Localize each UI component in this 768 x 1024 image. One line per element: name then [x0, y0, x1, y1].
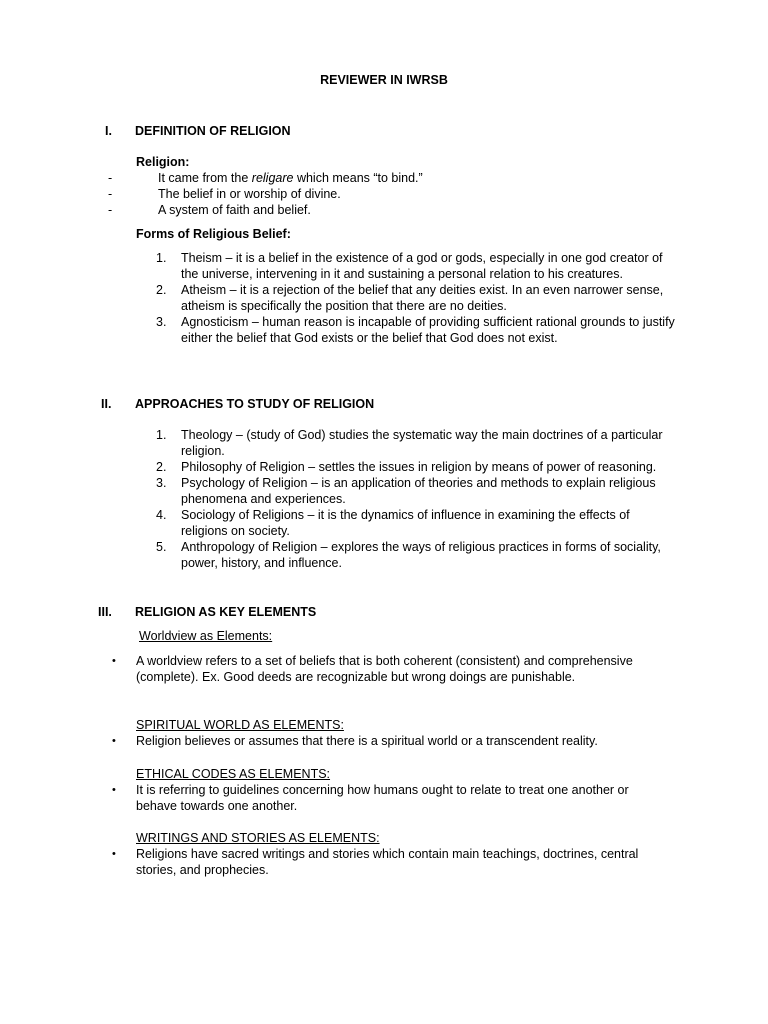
dash-marker: -	[108, 171, 113, 185]
section-2-title: APPROACHES TO STUDY OF RELIGION	[135, 397, 375, 411]
section-2-number: II.	[101, 397, 112, 411]
bullet-marker: •	[112, 655, 116, 667]
list-item: - A system of faith and belief.	[108, 203, 311, 217]
bullet-marker: •	[112, 784, 116, 796]
religion-definitions-list	[108, 170, 423, 218]
list-item: - The belief in or worship of divine.	[108, 187, 341, 201]
list-item: 4. Sociology of Religions – it is the dynamics of influence in examining the effects of religions on society.	[156, 508, 630, 538]
section-1-title: DEFINITION OF RELIGION	[135, 124, 291, 138]
bullet-marker: •	[112, 735, 116, 747]
list-item: - It came from the religare which means “to bind.”	[108, 171, 423, 185]
spiritual-world-bullet: • Religion believes or assumes that there is a spiritual world or a transcendent reality.	[112, 734, 598, 748]
writings-stories-subheading: WRITINGS AND STORIES AS ELEMENTS:	[136, 831, 380, 845]
approaches-list	[156, 427, 676, 571]
writings-stories-bullet: • Religions have sacred writings and stories which contain main teachings, doctrines, central stories, and prophecies.	[112, 847, 639, 877]
religion-subheading: Religion:	[136, 155, 190, 169]
forms-list	[156, 250, 676, 346]
list-item: 2. Atheism – it is a rejection of the belief that any deities exist. In an even narrower sense, atheism is specifically the position that there are no deities.	[156, 283, 664, 313]
list-item: 1. Theism – it is a belief in the existence of a god or gods, especially in one god creator of the universe, intervening in it and sustaining a personal relation to his creatures.	[156, 251, 663, 281]
section-1-number: I.	[105, 124, 112, 138]
list-item: 3. Psychology of Religion – is an application of theories and methods to explain religious phenomena and experiences.	[156, 476, 656, 506]
dash-marker: -	[108, 203, 113, 217]
worldview-subheading: Worldview as Elements:	[139, 629, 273, 643]
spiritual-world-subheading: SPIRITUAL WORLD AS ELEMENTS:	[136, 718, 344, 732]
ethical-codes-subheading: ETHICAL CODES AS ELEMENTS:	[136, 767, 331, 781]
bullet-marker: •	[112, 848, 116, 860]
list-item: 1. Theology – (study of God) studies the systematic way the main doctrines of a particular religion.	[156, 428, 663, 458]
list-item: 2. Philosophy of Religion – settles the issues in religion by means of power of reasoning.	[156, 460, 657, 474]
ethical-codes-bullet: • It is referring to guidelines concerning how humans ought to relate to treat one another or behave towards one another.	[112, 783, 629, 813]
list-item: 5. Anthropology of Religion – explores the ways of religious practices in forms of sociality, power, history, and influence.	[156, 540, 661, 570]
dash-marker: -	[108, 187, 113, 201]
forms-subheading: Forms of Religious Belief:	[136, 227, 291, 241]
worldview-bullet: • A worldview refers to a set of beliefs that is both coherent (consistent) and comprehensive (complete). Ex. Good deeds are recognizable but wrong doings are punishable.	[112, 654, 633, 684]
section-3-title: RELIGION AS KEY ELEMENTS	[135, 605, 317, 619]
religare-term: religare	[251, 171, 294, 185]
section-3-number: III.	[98, 605, 112, 619]
list-item: 3. Agnosticism – human reason is incapable of providing sufficient rational grounds to justify either the belief that God exists or the belief that God does not exist.	[156, 315, 675, 345]
document-title: REVIEWER IN IWRSB	[320, 73, 448, 87]
